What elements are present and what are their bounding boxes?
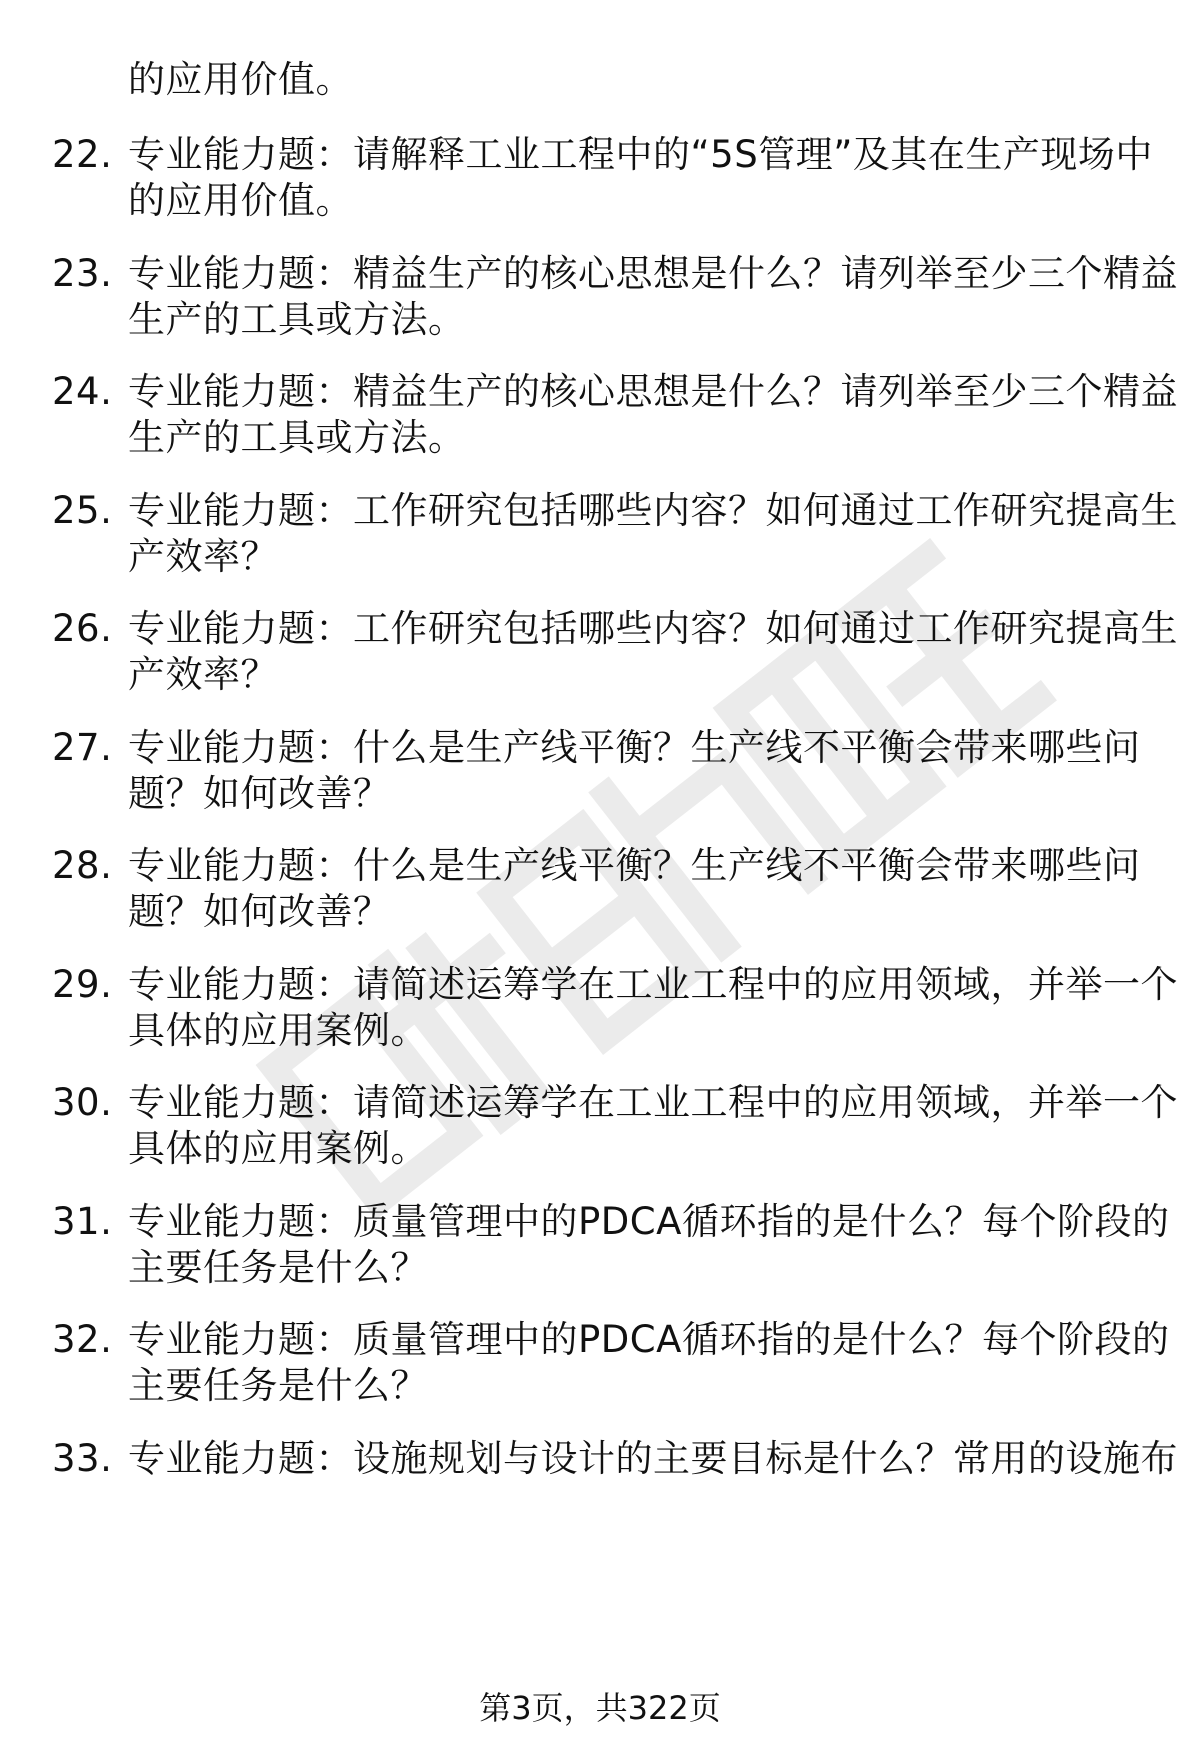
question-text-line2: 主要任务是什么？	[128, 1246, 428, 1289]
item-number: 23.	[52, 252, 113, 295]
item-number: 27.	[52, 726, 113, 769]
question-text-line2: 的应用价值。	[128, 179, 353, 222]
question-text-line2: 生产的工具或方法。	[128, 298, 466, 341]
item-number: 22.	[52, 133, 113, 176]
question-text-line1: 专业能力题：精益生产的核心思想是什么？请列举至少三个精益	[128, 370, 1178, 413]
item-number: 30.	[52, 1081, 113, 1124]
question-text-line1: 专业能力题：精益生产的核心思想是什么？请列举至少三个精益	[128, 252, 1178, 295]
question-text-line2: 产效率？	[128, 653, 278, 696]
question-text-line1: 专业能力题：请简述运筹学在工业工程中的应用领域，并举一个	[128, 1081, 1178, 1124]
item-number: 24.	[52, 370, 113, 413]
question-text-line1: 专业能力题：请解释工业工程中的“5S管理”及其在生产现场中	[128, 133, 1153, 176]
question-text-line1: 专业能力题：什么是生产线平衡？生产线不平衡会带来哪些问	[128, 726, 1141, 769]
question-text-line2: 具体的应用案例。	[128, 1009, 428, 1052]
question-text-line2: 题？如何改善？	[128, 772, 391, 815]
question-text-line2: 题？如何改善？	[128, 890, 391, 933]
item-number: 25.	[52, 489, 113, 532]
question-text-line1: 专业能力题：质量管理中的PDCA循环指的是什么？每个阶段的	[128, 1318, 1170, 1361]
question-text-line2: 具体的应用案例。	[128, 1127, 428, 1170]
question-text-line1: 专业能力题：质量管理中的PDCA循环指的是什么？每个阶段的	[128, 1200, 1170, 1243]
item-number: 31.	[52, 1200, 113, 1243]
question-text-line1: 专业能力题：请简述运筹学在工业工程中的应用领域，并举一个	[128, 963, 1178, 1006]
item-number: 28.	[52, 844, 113, 887]
question-text-line1: 专业能力题：工作研究包括哪些内容？如何通过工作研究提高生	[128, 607, 1178, 650]
item-number: 32.	[52, 1318, 113, 1361]
question-text-line2: 产效率？	[128, 535, 278, 578]
question-text-line2: 主要任务是什么？	[128, 1364, 428, 1407]
page-footer: 第3页，共322页	[479, 1689, 721, 1727]
item-number: 33.	[52, 1437, 113, 1480]
item-number: 29.	[52, 963, 113, 1006]
question-text-line1: 专业能力题：设施规划与设计的主要目标是什么？常用的设施布	[128, 1437, 1178, 1480]
question-text-line1: 专业能力题：什么是生产线平衡？生产线不平衡会带来哪些问	[128, 844, 1141, 887]
continued-line: 的应用价值。	[128, 58, 353, 101]
item-number: 26.	[52, 607, 113, 650]
question-text-line2: 生产的工具或方法。	[128, 416, 466, 459]
question-text-line1: 专业能力题：工作研究包括哪些内容？如何通过工作研究提高生	[128, 489, 1178, 532]
